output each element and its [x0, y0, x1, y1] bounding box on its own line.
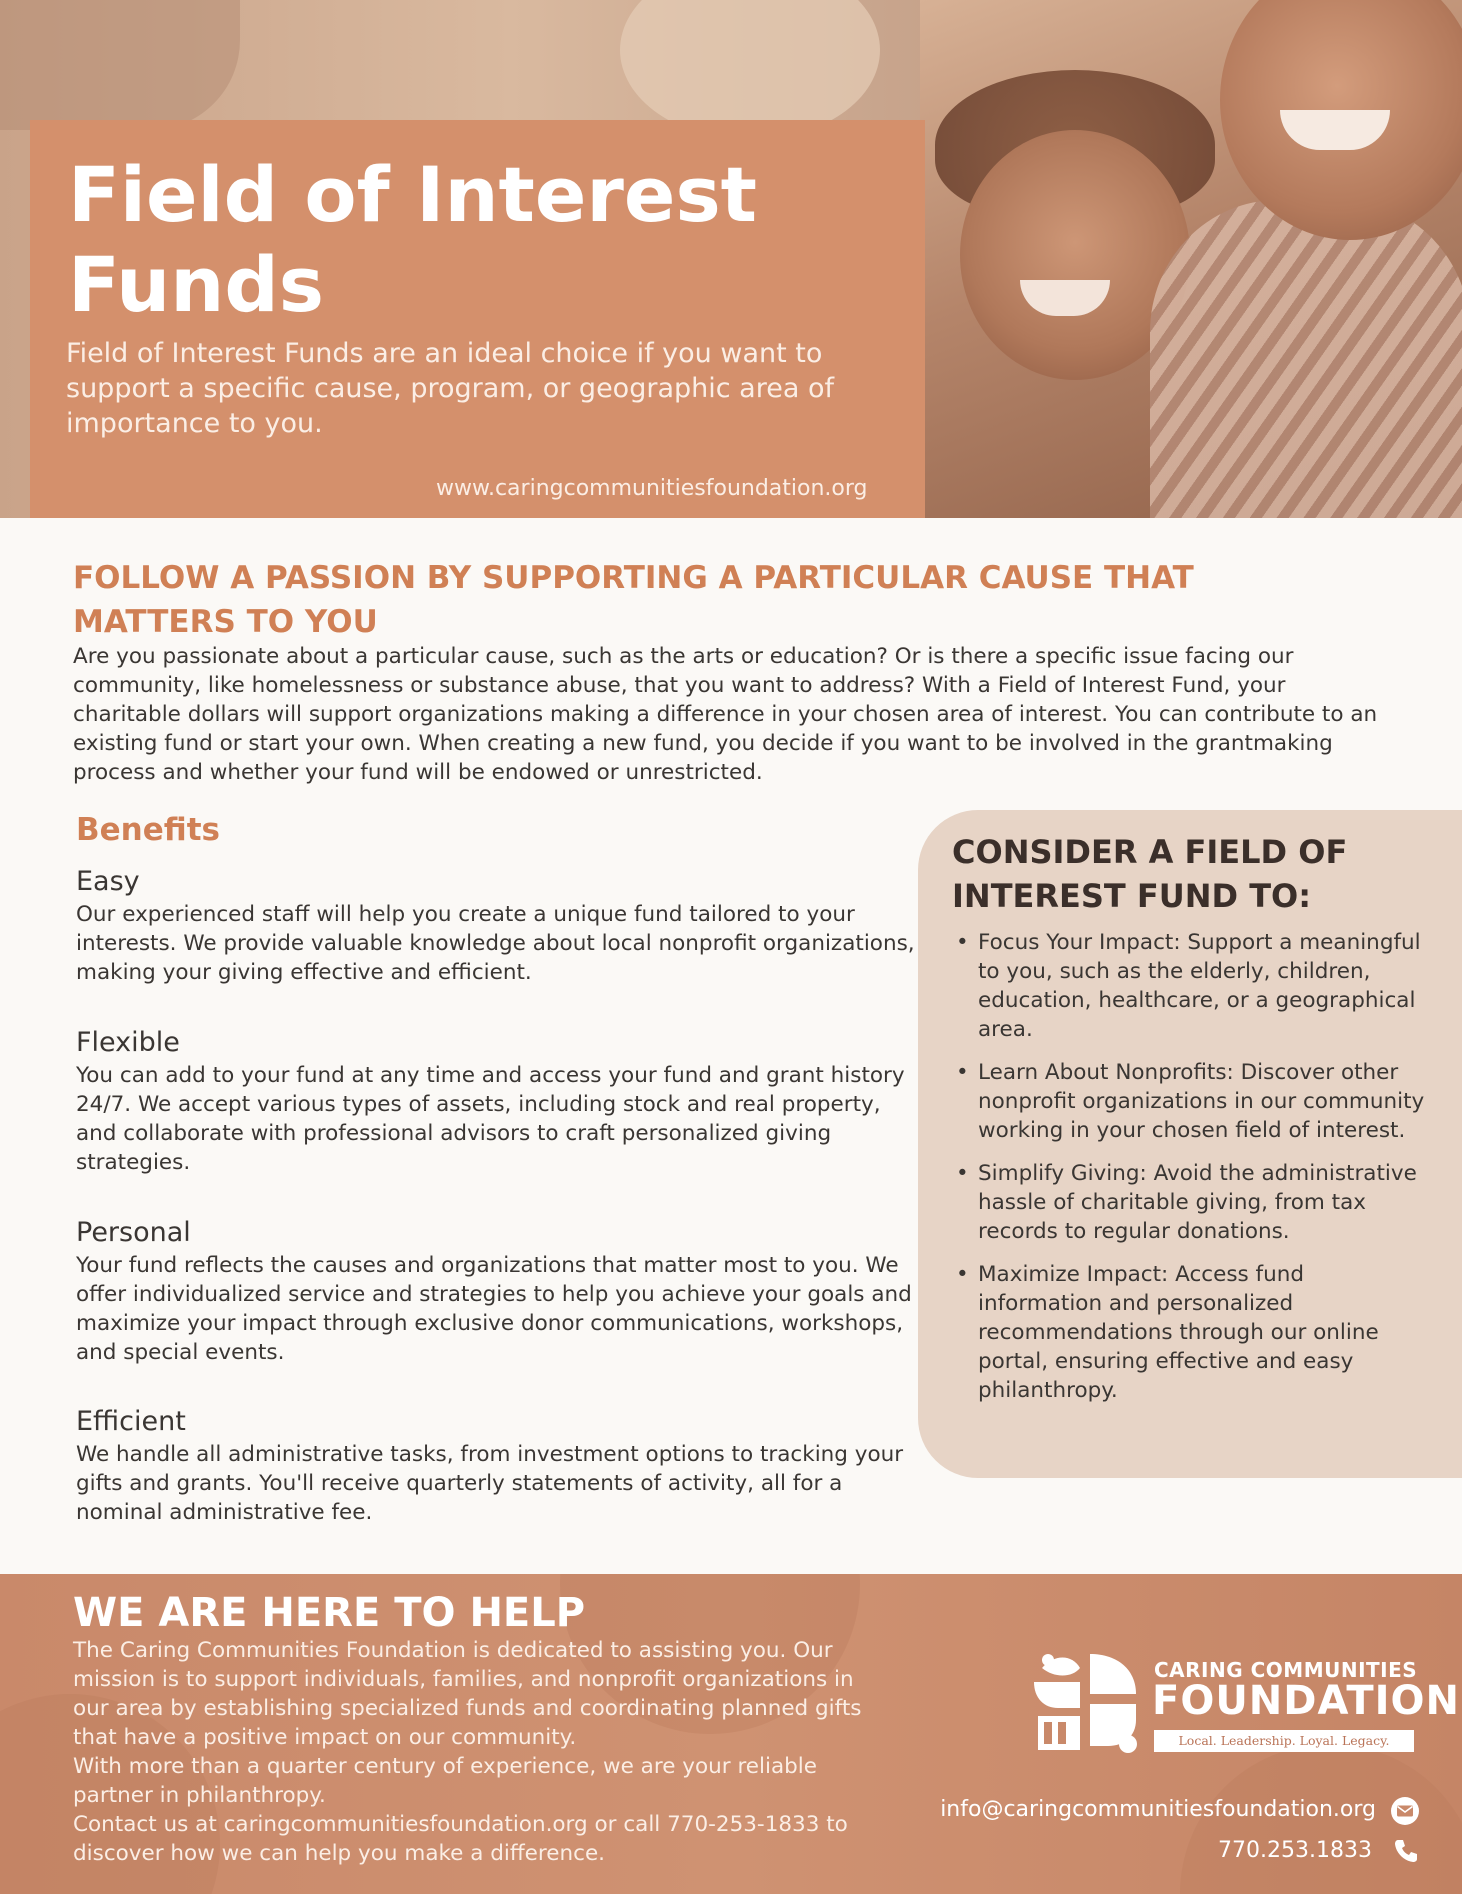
- hero-background-shape: [620, 0, 880, 140]
- sidebar-list-item: • Maximize Impact: Access fund information and personalized recommendations through our online portal, ensuring effective and easy philanthropy.: [956, 1260, 1426, 1405]
- phone-icon: [1393, 1838, 1419, 1864]
- benefit-efficient: [76, 1404, 916, 1527]
- intro-paragraph: Are you passionate about a particular cause, such as the arts or education? Or is there a specific issue facing our community, like homelessness or substance abuse, that you want to address? With a Field of Interest Fund, your charitable dollars will support organizations making a difference in your chosen area of interest. You can contribute to an existing fund or start your own. When creating a new fund, you decide if you want to be involved in the grantmaking process and whether your fund will be endowed or unrestricted.: [73, 644, 1378, 785]
- benefit-text: Our experienced staff will help you create a unique fund tailored to your interests. We provide valuable knowledge about local nonprofit organizations, making your giving effective and efficient.: [76, 902, 915, 985]
- footer-paragraph: Contact us at caringcommunitiesfoundation.org or call 770-253-1833 to discover how we can help you make a difference.: [73, 1812, 848, 1866]
- phone-link[interactable]: 770.253.1833: [1218, 1838, 1372, 1863]
- benefit-personal: [76, 1215, 916, 1367]
- benefit-name: Personal: [76, 1217, 191, 1248]
- hero-description: Field of Interest Funds are an ideal choice if you want to support a specific cause, program, or geographic area of importance to you.: [66, 338, 834, 439]
- sidebar-heading-line: CONSIDER A FIELD OF: [952, 833, 1348, 871]
- footer-heading: WE ARE HERE TO HELP: [73, 1590, 586, 1636]
- page-title: [68, 150, 888, 330]
- benefit-name: Flexible: [76, 1027, 180, 1058]
- intro-heading-line: MATTERS TO YOU: [73, 604, 378, 640]
- sidebar-heading-line: INTEREST FUND TO:: [952, 877, 1312, 915]
- footer-text: [73, 1636, 873, 1868]
- benefits-heading: Benefits: [76, 812, 220, 848]
- caring-communities-logo-icon: [1028, 1648, 1144, 1758]
- envelope-icon: [1390, 1796, 1420, 1826]
- benefit-text: We handle all administrative tasks, from investment options to tracking your gifts and grants. You'll receive quarterly statements of activity, all for a nominal administrative fee.: [76, 1442, 904, 1525]
- foundation-logo: [1028, 1648, 1460, 1758]
- page-title-line: Field of Interest: [68, 150, 758, 239]
- benefit-text: You can add to your fund at any time and access your fund and grant history 24/7. We accept various types of assets, including stock and real property, and collaborate with professional advisors to craft personalized giving strategies.: [76, 1063, 905, 1175]
- sidebar-list-item: • Focus Your Impact: Support a meaningful to you, such as the elderly, children, education, healthcare, or a geographical area.: [956, 928, 1426, 1044]
- benefit-flexible: [76, 1025, 916, 1177]
- logo-name-line1: CARING COMMUNITIES: [1154, 1658, 1418, 1682]
- benefit-text: Your fund reflects the causes and organizations that matter most to you. We offer individualized service and strategies to help you achieve your goals and maximize your impact through exclusive donor communications, workshops, and special events.: [76, 1253, 912, 1365]
- footer-paragraph: With more than a quarter century of experience, we are your reliable partner in philanthropy.: [73, 1754, 818, 1808]
- benefit-name: Efficient: [76, 1406, 186, 1437]
- hero-background-shape: [0, 0, 240, 130]
- logo-name-line2: FOUNDATION: [1152, 1678, 1460, 1724]
- footer-paragraph: The Caring Communities Foundation is dedicated to assisting you. Our mission is to support individuals, families, and nonprofit organizations in our area by establishing specialized funds and coordinating planned gifts that have a positive impact on our community.: [73, 1638, 862, 1750]
- email-link[interactable]: info@caringcommunitiesfoundation.org: [940, 1797, 1376, 1822]
- intro-heading-line: FOLLOW A PASSION BY SUPPORTING A PARTICULAR CAUSE THAT: [73, 560, 1194, 596]
- benefit-easy: [76, 864, 916, 987]
- sidebar-heading: [952, 830, 1432, 918]
- benefit-name: Easy: [76, 866, 140, 897]
- hero-photo-child-shirt: [1150, 200, 1462, 518]
- page-title-line: Funds: [68, 240, 324, 329]
- sidebar-list-item: • Simplify Giving: Avoid the administrative hassle of charitable giving, from tax records to regular donations.: [956, 1159, 1426, 1246]
- logo-tagline: Local. Leadership. Loyal. Legacy.: [1154, 1730, 1414, 1752]
- website-link[interactable]: www.caringcommunitiesfoundation.org: [436, 476, 868, 501]
- sidebar-list-item: • Learn About Nonprofits: Discover other nonprofit organizations in our community working in your chosen field of interest.: [956, 1058, 1426, 1145]
- sidebar-list: [956, 928, 1426, 1419]
- intro-heading: [73, 556, 1393, 644]
